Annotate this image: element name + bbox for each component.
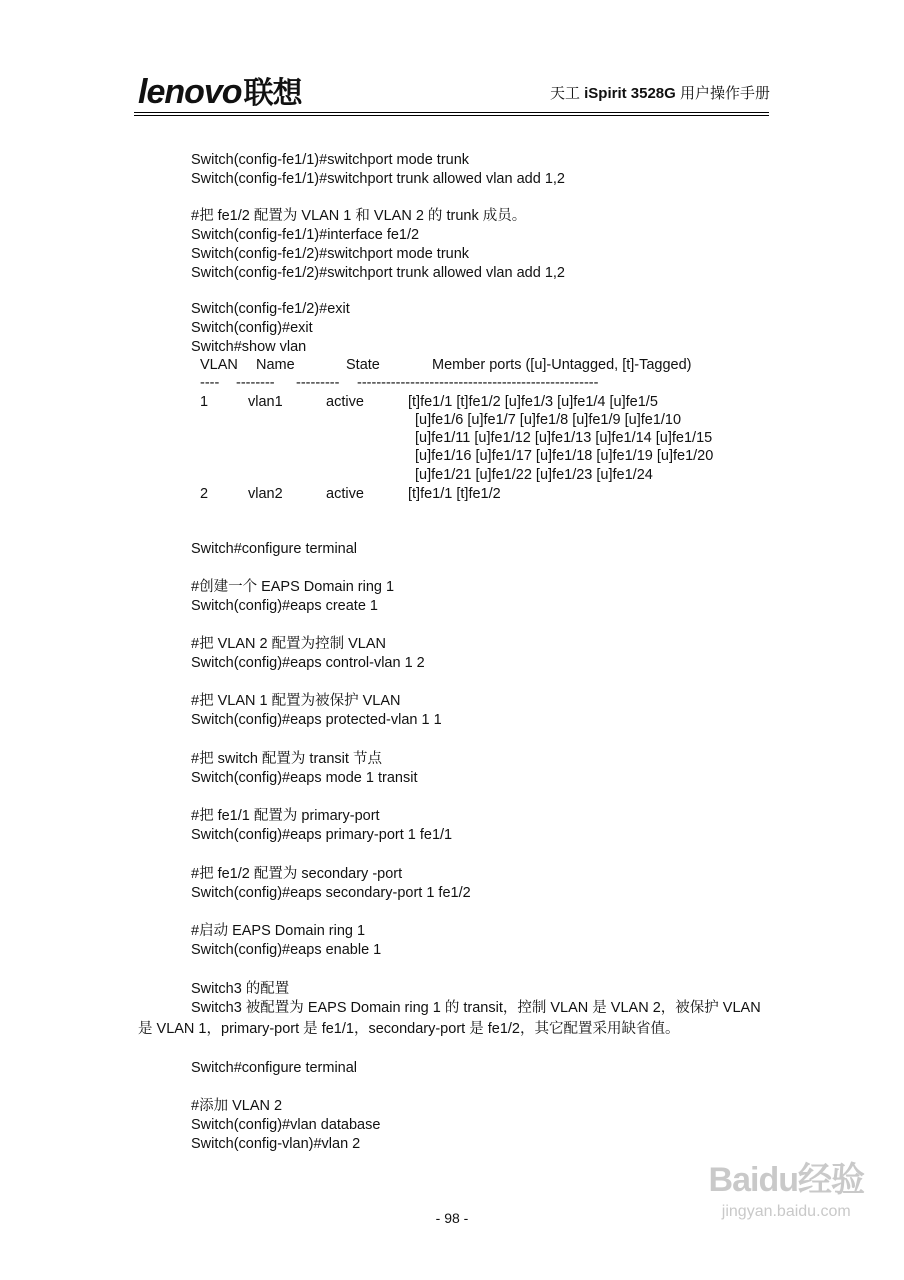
command-line: Switch(config-vlan)#vlan 2: [191, 1136, 361, 1152]
command-line: Switch(config-fe1/1)#switchport mode trunk: [191, 152, 470, 168]
vlan-header-state: State: [346, 357, 380, 373]
watermark-url: jingyan.baidu.com: [721, 1203, 851, 1220]
command-line: Switch#show vlan: [191, 339, 307, 355]
vlan-state: active: [326, 394, 364, 410]
vlan-ports: [u]fe1/11 [u]fe1/12 [u]fe1/13 [u]fe1/14 [u]fe1/15: [415, 430, 713, 446]
command-line: Switch(config)#exit: [191, 320, 313, 336]
command-line: Switch(config)#vlan database: [191, 1117, 381, 1133]
command-line: Switch(config)#eaps primary-port 1 fe1/1: [191, 827, 453, 843]
comment-line: #创建一个 EAPS Domain ring 1: [191, 579, 395, 595]
vlan-ports: [t]fe1/1 [t]fe1/2 [u]fe1/3 [u]fe1/4 [u]fe1/5: [408, 394, 658, 410]
vlan-id: 1: [200, 394, 209, 410]
section-heading: Switch3 的配置: [191, 981, 290, 997]
command-line: Switch(config-fe1/1)#interface fe1/2: [191, 227, 420, 243]
vlan-ports: [t]fe1/1 [t]fe1/2: [408, 486, 501, 502]
title-suffix: 用户操作手册: [675, 85, 770, 102]
vlan-name: vlan1: [248, 394, 283, 410]
vlan-state: active: [326, 486, 364, 502]
page-number: - 98 -: [435, 1210, 469, 1226]
comment-line: #把 VLAN 1 配置为被保护 VLAN: [191, 693, 401, 709]
command-line: Switch(config)#eaps secondary-port 1 fe1/2: [191, 885, 471, 901]
vlan-dash: ---------: [296, 375, 340, 391]
logo-text-en: lenovo: [138, 73, 242, 111]
vlan-ports: [u]fe1/21 [u]fe1/22 [u]fe1/23 [u]fe1/24: [415, 467, 653, 483]
comment-line: #把 fe1/1 配置为 primary-port: [191, 808, 380, 824]
comment-line: #把 fe1/2 配置为 secondary -port: [191, 866, 403, 882]
command-line: Switch#configure terminal: [191, 541, 358, 557]
command-line: Switch(config)#eaps control-vlan 1 2: [191, 655, 425, 671]
header-divider: [134, 112, 769, 113]
vlan-id: 2: [200, 486, 209, 502]
command-line: Switch(config-fe1/2)#switchport mode trunk: [191, 246, 470, 262]
lenovo-logo: [138, 72, 302, 114]
vlan-ports: [u]fe1/6 [u]fe1/7 [u]fe1/8 [u]fe1/9 [u]fe1/10: [415, 412, 682, 428]
description-paragraph: [138, 998, 770, 1040]
command-line: Switch(config)#eaps enable 1: [191, 942, 382, 958]
comment-line: #把 switch 配置为 transit 节点: [191, 751, 382, 767]
comment-line: #把 VLAN 2 配置为控制 VLAN: [191, 636, 386, 652]
document-title: [550, 84, 770, 104]
title-product: iSpirit 3528G: [584, 85, 676, 102]
vlan-dash: ----: [200, 375, 220, 391]
logo-text-cn: 联想: [243, 77, 302, 110]
vlan-dash: --------: [236, 375, 275, 391]
command-line: Switch(config)#eaps create 1: [191, 598, 378, 614]
title-prefix: 天工: [549, 85, 585, 102]
watermark-logo: Baidu经验: [708, 1161, 864, 1199]
vlan-header-members: Member ports ([u]-Untagged, [t]-Tagged): [432, 357, 692, 373]
header-divider-thin: [134, 115, 769, 116]
comment-line: #启动 EAPS Domain ring 1: [191, 923, 366, 939]
comment-line: #添加 VLAN 2: [191, 1098, 283, 1114]
comment-line: #把 fe1/2 配置为 VLAN 1 和 VLAN 2 的 trunk 成员。: [191, 208, 527, 224]
vlan-name: vlan2: [248, 486, 283, 502]
vlan-ports: [u]fe1/16 [u]fe1/17 [u]fe1/18 [u]fe1/19 [u]fe1/20: [415, 448, 714, 464]
command-line: Switch(config-fe1/2)#switchport trunk allowed vlan add 1,2: [191, 265, 565, 281]
vlan-header-name: Name: [256, 357, 295, 373]
vlan-dash: --------------------------------------------------: [357, 375, 599, 391]
command-line: Switch(config)#eaps protected-vlan 1 1: [191, 712, 442, 728]
description-text: Switch3 被配置为 EAPS Domain ring 1 的 transit，控制 VLAN 是 VLAN 2，被保护 VLAN 是 VLAN 1，primary-port 是 fe1/1，secondary-port 是 fe1/2，其它配置采用缺省值。: [138, 1000, 761, 1037]
command-line: Switch#configure terminal: [191, 1060, 358, 1076]
vlan-header-vlan: VLAN: [200, 357, 238, 373]
command-line: Switch(config-fe1/2)#exit: [191, 301, 350, 317]
command-line: Switch(config-fe1/1)#switchport trunk allowed vlan add 1,2: [191, 171, 565, 187]
command-line: Switch(config)#eaps mode 1 transit: [191, 770, 418, 786]
baidu-jingyan-watermark: [709, 1160, 864, 1222]
